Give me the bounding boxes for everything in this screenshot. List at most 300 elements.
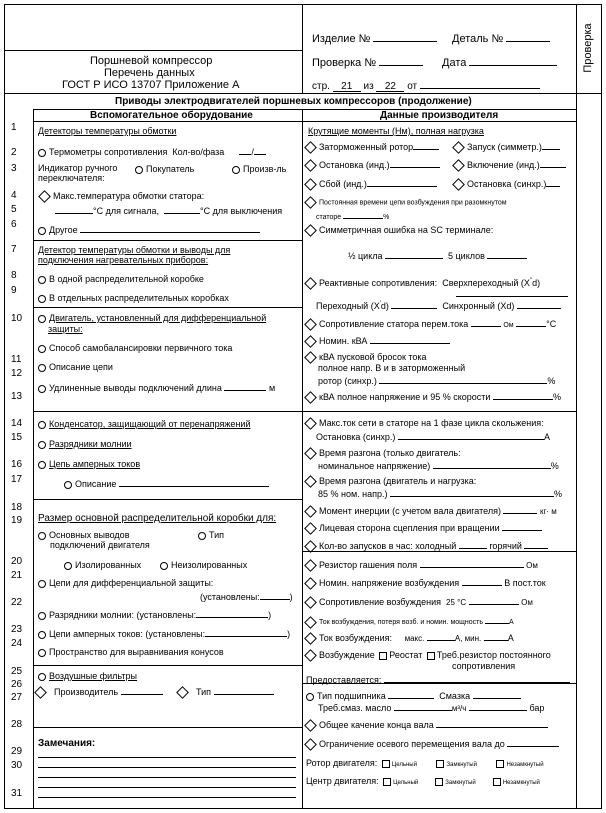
radio-circle-icon[interactable] — [38, 441, 46, 449]
motor-center-label: Центр двигателя: — [306, 776, 379, 786]
circuit-option[interactable] — [38, 362, 113, 372]
left-sep-6 — [33, 727, 303, 728]
detal-field[interactable] — [452, 33, 550, 45]
diamond-icon — [304, 616, 317, 629]
radio-circle-icon[interactable] — [38, 385, 46, 393]
diamond-icon — [304, 475, 317, 488]
field-res-label: Сопротивление возбуждения — [319, 597, 441, 607]
m-label: м — [268, 383, 276, 393]
radio-circle-icon[interactable] — [198, 532, 206, 540]
rotor-sync-label: ротор (синхр.) — [318, 376, 377, 386]
dc-label: В пост.ток — [504, 578, 546, 588]
oil-req-row[interactable] — [318, 702, 544, 713]
oil-req-label: Треб.смаз. масло — [318, 703, 392, 713]
diamond-icon — [176, 686, 189, 699]
field-current-loss-row[interactable] — [304, 615, 514, 627]
diff-circuits-label: Цепи для дифференциальной защиты: — [49, 578, 214, 588]
kva-95-label: кВА полное напряжение и 95 % скорости — [319, 392, 491, 402]
self-balance-option[interactable] — [38, 343, 232, 353]
buyer-label: Покупатель — [146, 164, 195, 174]
accel-time-label: Время разгона (только двигатель: — [319, 448, 461, 458]
diamond-icon — [304, 719, 317, 732]
self-balance-label: Способ самобалансировки первичного тока — [49, 343, 233, 353]
a-label: А — [508, 619, 514, 626]
radio-circle-icon[interactable] — [38, 612, 46, 620]
checkbox-icon[interactable] — [435, 778, 443, 786]
diff-motor-title-2: защиты: — [48, 324, 83, 334]
diamond-icon — [304, 649, 317, 662]
synchronous-label: Синхронный (Xd) — [442, 301, 515, 311]
start-sym-row[interactable] — [452, 141, 560, 152]
field-time-label: Постоянная времени цепи возбуждения при разомкнутом — [319, 199, 507, 207]
diamond-icon — [304, 522, 317, 535]
stop-sync-label: Остановка (синхр.) — [467, 179, 547, 189]
page-number: 21 — [341, 81, 353, 92]
row-num: 31 — [11, 788, 23, 799]
remarks-line — [38, 757, 296, 758]
remarks-line — [38, 767, 296, 768]
uninsulated-label: Неизолированных — [171, 560, 248, 570]
diamond-icon — [304, 559, 317, 572]
accel-time2-label: Время разгона (двигатель и нагрузка: — [319, 476, 477, 486]
diamond-icon — [304, 335, 317, 348]
detectors-title: Детекторы температуры обмотки — [38, 126, 177, 136]
doc-title-2: Перечень данных — [104, 67, 195, 79]
frame-left — [4, 4, 5, 809]
locked-rotor-label: Заторможенный ротор — [319, 142, 414, 152]
ext-leads-row[interactable] — [38, 382, 275, 393]
row-num: 6 — [11, 219, 17, 230]
diamond-icon — [34, 686, 47, 699]
ct-circuit-row[interactable] — [38, 459, 140, 469]
lightning-label: Разрядники молнии — [49, 439, 132, 449]
num-col-line — [33, 109, 34, 809]
row-num: 30 — [11, 760, 23, 771]
remarks-title: Замечания: — [38, 738, 96, 749]
diff-motor-label: Двигатель, установленный для дифференциальной — [49, 313, 267, 323]
manufacturer-label: Производитель — [54, 687, 119, 697]
field-time-row — [304, 198, 507, 207]
diff-motor-title — [38, 313, 266, 323]
arresters-label: Разрядники молнии: (установлены: — [49, 610, 197, 620]
main-leads-option[interactable] — [38, 530, 129, 540]
frame-bottom — [4, 808, 602, 809]
shaft-float-label: Общее качение конца вала — [319, 720, 434, 730]
ct-circuits-label: Цепи амперных токов: (установлены: — [49, 629, 206, 639]
ot-label: от — [407, 81, 418, 92]
kva-95-row[interactable] — [304, 391, 561, 402]
shaft-float-row[interactable] — [304, 719, 548, 730]
sep-boxes-label: В отдельных распределительных коробках — [49, 293, 229, 303]
sep-boxes-option[interactable] — [38, 293, 229, 303]
circuit-label: Описание цепи — [49, 362, 113, 372]
detector-leads-title: Детектор температуры обмотки и выводы для — [38, 245, 231, 255]
hot-label: горячий — [489, 541, 522, 551]
other-label: Другое — [49, 225, 78, 235]
row-num: 9 — [11, 285, 17, 296]
frame-top — [4, 4, 602, 5]
field-current-label: Ток возбуждения: — [319, 633, 393, 643]
inertia-row[interactable] — [304, 505, 557, 516]
radio-circle-icon[interactable] — [38, 364, 46, 372]
radio-circle-icon[interactable] — [38, 461, 46, 469]
nom-kva-row[interactable] — [304, 335, 450, 346]
locked-rotor-row[interactable] — [304, 141, 439, 152]
diamond-icon — [38, 190, 51, 203]
iz-label: из — [363, 81, 374, 92]
diamond-icon — [304, 141, 317, 154]
min-label: А, мин. — [454, 634, 482, 643]
remarks-line — [38, 797, 296, 798]
detal-label: Деталь № — [452, 33, 504, 45]
max-label: макс. — [404, 634, 425, 643]
row-num: 5 — [11, 204, 17, 215]
row-num: 23 — [11, 624, 23, 635]
right-sep-1 — [302, 411, 577, 412]
kva-inrush-row — [304, 352, 427, 362]
header-left-divider — [4, 50, 302, 51]
installed-label: (установлены: — [200, 592, 260, 602]
nominal-v-row[interactable] — [318, 460, 559, 471]
off-label: °C для выключения — [200, 206, 283, 216]
diamond-icon — [304, 391, 317, 404]
doc-title-1: Поршневой компрессор — [90, 55, 213, 67]
max-temp-row — [38, 191, 204, 201]
row-num: 18 — [11, 502, 23, 513]
req-resistor-label-2: сопротивления — [452, 661, 516, 671]
field-current-loss-label: Ток возбуждения, потеря возб. и номин. мощность — [319, 619, 484, 626]
radio-circle-icon[interactable] — [38, 276, 46, 284]
radio-circle-icon[interactable] — [38, 227, 46, 235]
frame-right — [601, 4, 602, 809]
on-ind-row[interactable] — [452, 159, 566, 170]
remarks-line — [38, 787, 296, 788]
side-column-line — [576, 4, 577, 809]
radio-circle-icon[interactable] — [306, 693, 314, 701]
pct-label: % — [547, 376, 556, 386]
row-num: 12 — [11, 368, 23, 379]
type2-label: Тип — [196, 687, 212, 697]
bearing-label: Тип подшипника — [317, 691, 386, 701]
description-row[interactable] — [64, 478, 269, 489]
radio-circle-icon[interactable] — [38, 149, 46, 157]
stator-res-label: Сопротивление статора перем.тока — [319, 319, 469, 329]
stop-sync-row[interactable] — [452, 178, 560, 189]
detector-leads-title-2: подключения нагревательных приборов: — [38, 255, 209, 265]
stator-label: статоре — [316, 214, 342, 221]
field-resistor-label: Резистор гашения поля — [319, 560, 418, 570]
insulated-option[interactable] — [64, 560, 141, 570]
diamond-icon — [304, 277, 317, 290]
proverka-field[interactable] — [312, 57, 423, 69]
kgm-label: кг· м — [540, 507, 557, 516]
str-label: стр. — [312, 81, 330, 92]
side-head-line — [576, 93, 601, 94]
main-leads-label: Основных выводов — [49, 530, 130, 540]
radio-circle-icon[interactable] — [64, 481, 72, 489]
header-mid-line — [302, 4, 303, 93]
thermometers-label: Термометры сопротивления — [49, 147, 168, 157]
row-num: 22 — [11, 597, 23, 608]
stop-sync2-label: Остановка (синхр.) — [316, 432, 396, 442]
radio-circle-icon[interactable] — [38, 649, 46, 657]
reactances-row: Реактивные сопротивления: Сверхпереходный (X"d) — [304, 278, 540, 288]
max-temp-label: Макс.температура обмотки статора: — [53, 191, 205, 201]
header-bottom — [4, 93, 577, 94]
radio-circle-icon[interactable] — [38, 315, 46, 323]
checkbox-icon[interactable] — [383, 778, 391, 786]
radio-circle-icon[interactable] — [232, 166, 240, 174]
coupling-face-label: Лицевая сторона сцепления при вращении — [319, 523, 500, 533]
kva-inrush-label: кВА пусковой бросок тока — [319, 352, 427, 362]
transient-row[interactable]: Переходный (X'd) Синхронный (Xd) — [316, 300, 561, 311]
diamond-icon — [304, 196, 317, 209]
diff-circuits-row[interactable] — [38, 578, 213, 588]
left-sep-5 — [33, 665, 303, 666]
bearing-row[interactable] — [306, 690, 521, 701]
row-num: 13 — [11, 391, 23, 402]
ohm-label: Ом — [503, 322, 514, 329]
data-field[interactable] — [442, 57, 557, 69]
row-num: 8 — [11, 270, 17, 281]
field-temp-label: 25 °C — [446, 598, 467, 607]
pct-label: % — [554, 489, 563, 499]
stop-sync2-row[interactable] — [316, 431, 550, 442]
radio-circle-icon[interactable] — [160, 562, 168, 570]
diamond-icon — [452, 141, 465, 154]
torques-title: Крутящие моменты (Нм), полная нагрузка — [308, 126, 484, 136]
diamond-icon — [304, 159, 317, 172]
qty-phase-label: Кол-во/фаза — [172, 147, 225, 157]
type-option[interactable] — [198, 530, 224, 540]
diamond-icon — [304, 577, 317, 590]
provided-label: Предоставляется: — [306, 675, 382, 685]
mid-col-line — [302, 109, 303, 809]
radio-circle-icon[interactable] — [64, 562, 72, 570]
excitation-row[interactable] — [304, 650, 551, 660]
ohm-label: Ом — [526, 561, 538, 570]
stop-ind-label: Остановка (инд.) — [319, 160, 390, 170]
arresters-row[interactable]: Разрядники молнии: (установлены: ) — [38, 609, 271, 620]
col-left-head: Вспомогательное оборудование — [90, 110, 253, 121]
motor-rotor-label: Ротор двигателя: — [306, 758, 378, 768]
row-num: 27 — [11, 692, 23, 703]
type2-row[interactable] — [176, 686, 274, 697]
nom-kva-label: Номин. кВА — [319, 336, 368, 346]
sym-error-row — [304, 225, 493, 235]
solid-label: Цельный — [391, 762, 417, 768]
row-num: 28 — [11, 719, 23, 730]
cone-space-row[interactable] — [38, 647, 224, 657]
manufacturer-row[interactable] — [34, 686, 163, 697]
temp-limits-row[interactable] — [55, 205, 282, 216]
max-current-label: Макс.ток сети в статоре на 1 фазе цикла скольжения: — [319, 418, 544, 428]
uninsulated-option[interactable] — [160, 560, 247, 570]
one-box-option[interactable] — [38, 274, 204, 284]
indicator-label: Индикатор ручного — [38, 163, 118, 173]
left-sep-2 — [33, 307, 303, 308]
buyer-option[interactable] — [135, 164, 194, 174]
other-row[interactable] — [38, 224, 260, 235]
row-num: 7 — [11, 244, 17, 255]
insulated-label: Изолированных — [75, 560, 142, 570]
capacitor-row[interactable] — [38, 419, 250, 429]
row-num: 29 — [11, 746, 23, 757]
excitation-label: Возбуждение — [319, 650, 375, 660]
radio-circle-icon[interactable] — [135, 166, 143, 174]
max-current-row — [304, 418, 544, 428]
remarks-line — [38, 777, 296, 778]
rheostat-label: Реостат — [389, 650, 423, 660]
cone-space-label: Пространство для выравнивания конусов — [49, 647, 224, 657]
ohm-label: Ом — [521, 598, 533, 607]
stator-res-row[interactable] — [304, 318, 556, 330]
air-filters-row[interactable] — [38, 671, 137, 681]
rotor-sync-row[interactable] — [318, 375, 555, 386]
indicator-label-2: переключателя: — [38, 173, 105, 183]
solid-label: Цельный — [393, 780, 419, 786]
left-sep-3 — [33, 411, 303, 412]
row-num: 25 — [11, 666, 23, 677]
radio-circle-icon[interactable] — [38, 532, 46, 540]
start-sym-label: Запуск (симметр.) — [467, 142, 542, 152]
diamond-icon — [452, 159, 465, 172]
field-res-row[interactable] — [304, 596, 533, 607]
lube-label: Смазка — [439, 691, 471, 701]
checkbox-icon[interactable] — [436, 760, 444, 768]
checkbox-icon[interactable] — [427, 652, 435, 660]
reactances-label: Реактивные сопротивления: — [319, 278, 438, 288]
row-num: 20 — [11, 556, 23, 567]
bar-label: бар — [529, 703, 545, 713]
accel-time-row — [304, 448, 461, 458]
checkbox-icon[interactable] — [493, 778, 501, 786]
lightning-row[interactable] — [38, 439, 132, 449]
nominal-v-label: номинальное напряжение) — [318, 461, 431, 471]
coupling-face-row[interactable] — [304, 522, 542, 533]
side-proverka: Проверка — [582, 23, 594, 73]
row-num: 10 — [11, 313, 23, 324]
nom-field-v-label: Номин. напряжение возбуждения — [319, 578, 460, 588]
axial-limit-row[interactable] — [304, 738, 559, 749]
page-total: 22 — [384, 81, 396, 92]
fail-ind-row[interactable] — [304, 178, 437, 189]
row-num: 3 — [11, 163, 17, 174]
capacitor-label: Конденсатор, защищающий от перенапряжений — [49, 419, 251, 429]
a-label: А — [507, 633, 514, 643]
type-label: Тип — [209, 530, 225, 540]
checkbox-icon[interactable] — [379, 652, 387, 660]
field-current-row[interactable] — [304, 632, 514, 643]
one-box-label: В одной распределительной коробке — [49, 274, 204, 284]
ct-circuit-label: Цепь амперных токов — [49, 459, 141, 469]
field-time-value[interactable] — [316, 210, 389, 222]
row-num: 1 — [11, 122, 17, 133]
row-num: 16 — [11, 459, 23, 470]
pct-label: % — [383, 214, 390, 221]
provided-row[interactable] — [306, 674, 570, 685]
page-line — [312, 80, 540, 92]
req-resistor-label: Треб.резистор постоянного — [436, 650, 551, 660]
row-num: 14 — [11, 418, 23, 429]
section-title: Приводы электродвигателей поршневых компрессоров (продолжение) — [115, 96, 472, 107]
proverka-label: Проверка № — [312, 57, 377, 69]
pct-label: % — [552, 392, 561, 402]
diamond-icon — [304, 351, 317, 364]
degc-label: °C — [546, 319, 557, 329]
starts-row[interactable] — [304, 540, 548, 551]
row-num: 11 — [11, 354, 22, 365]
diamond-icon — [452, 178, 465, 191]
izdelie-field[interactable] — [312, 33, 437, 45]
supertransient-label: Сверхпереходный (X — [442, 278, 530, 288]
open-label: Незамкнутый — [506, 762, 544, 768]
diamond-icon — [304, 596, 317, 609]
row-num: 2 — [11, 147, 17, 158]
right-sep-2 — [302, 551, 577, 552]
ct-circuits-row[interactable]: Цепи амперных токов: (установлены: ) — [38, 628, 290, 639]
izdelie-label: Изделие № — [312, 33, 371, 45]
motor-center-row — [306, 776, 540, 787]
signal-label: °C для сигнала, — [93, 206, 160, 216]
maker-option[interactable] — [232, 164, 286, 174]
field-resistor-row[interactable] — [304, 559, 538, 570]
full-volt-label: полное напр. В и в заторможенный — [318, 363, 466, 373]
diamond-icon — [304, 178, 317, 191]
diamond-icon — [304, 632, 317, 645]
inertia-label: Момент инерции (с учетом вала двигателя) — [319, 506, 501, 516]
row-num: 26 — [11, 679, 23, 690]
row-num: 21 — [11, 570, 23, 581]
stop-ind-row[interactable] — [304, 159, 440, 170]
nom-field-v-row[interactable] — [304, 577, 546, 588]
air-filters-label: Воздушные фильтры — [49, 671, 138, 681]
radio-circle-icon[interactable] — [38, 673, 46, 681]
axial-limit-label: Ограничение осевого перемещения вала до — [319, 739, 505, 749]
closed-label: Замкнутый — [445, 780, 476, 786]
cycles-row[interactable] — [348, 250, 527, 261]
radio-circle-icon[interactable] — [38, 421, 46, 429]
data-label: Дата — [442, 57, 467, 69]
row-num: 4 — [11, 190, 17, 201]
diamond-icon — [304, 447, 317, 460]
col-right-head: Данные производителя — [380, 110, 499, 121]
row-num: 19 — [11, 515, 23, 526]
checkbox-icon[interactable] — [496, 760, 504, 768]
description-label: Описание — [75, 479, 117, 489]
fail-ind-label: Сбой (инд.) — [319, 179, 367, 189]
diamond-icon — [304, 318, 317, 331]
thermometers-row[interactable]: Термометры сопротивления Кол-во/фаза / — [38, 146, 266, 157]
accel-time2-row — [304, 476, 476, 486]
diamond-icon — [304, 738, 317, 751]
half-cycle-label: ½ цикла — [348, 251, 383, 261]
pct-label: % — [550, 461, 559, 471]
checkbox-icon[interactable] — [382, 760, 390, 768]
radio-circle-icon[interactable] — [38, 631, 46, 639]
radio-circle-icon[interactable] — [38, 580, 46, 588]
pct85-row[interactable] — [318, 488, 562, 499]
row-num: 17 — [11, 474, 23, 485]
sym-error-label: Симметричная ошибка на SC терминале: — [319, 225, 494, 235]
installed-row[interactable]: (установлены: ) — [200, 592, 293, 602]
radio-circle-icon[interactable] — [38, 345, 46, 353]
radio-circle-icon[interactable] — [38, 295, 46, 303]
pct85-label: 85 % ном. напр.) — [318, 489, 388, 499]
supertransient-line[interactable] — [456, 296, 568, 297]
transient-label: Переходный (X — [316, 301, 380, 311]
a-label: А — [543, 432, 550, 442]
